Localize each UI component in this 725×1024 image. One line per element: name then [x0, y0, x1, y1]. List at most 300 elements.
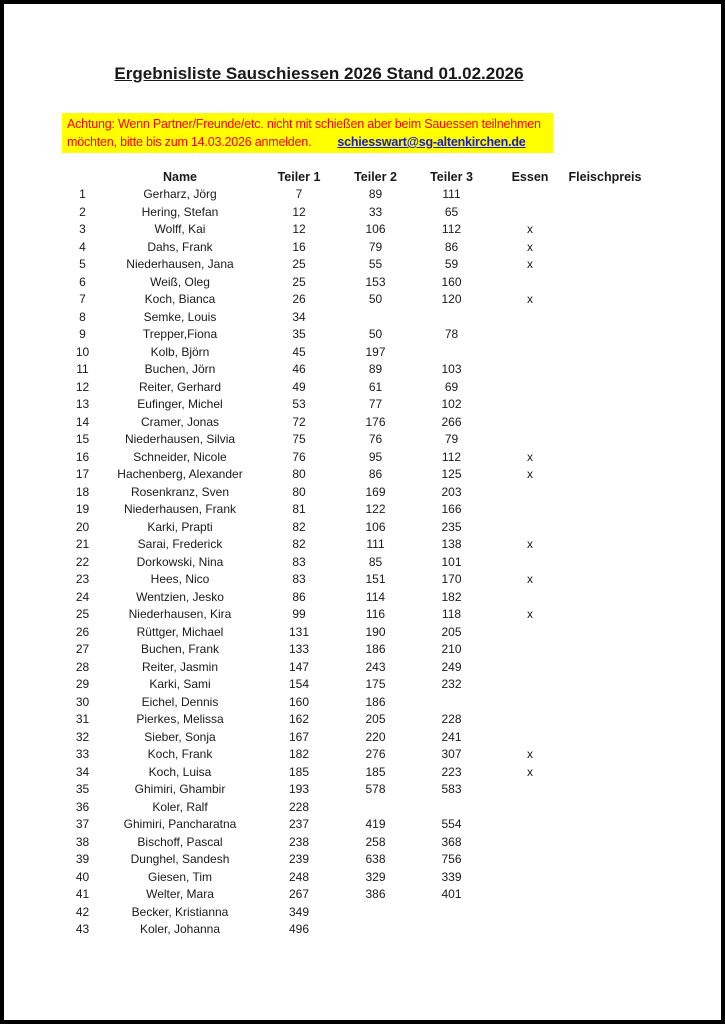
cell-name: Semke, Louis: [143, 309, 217, 324]
cell-fleischpreis: [560, 291, 650, 309]
cell-teiler-1: 7: [295, 187, 303, 202]
cell-nr: 12: [75, 379, 90, 394]
cell-teiler-1: 167: [288, 729, 310, 744]
cell-teiler-3: 583: [441, 782, 462, 797]
cell-essen: [500, 658, 560, 676]
cell-nr: 42: [75, 904, 90, 919]
cell-essen: [500, 903, 560, 921]
cell-teiler-2: 95: [368, 449, 383, 464]
cell-nr: 32: [75, 729, 90, 744]
cell-teiler-3: 138: [441, 537, 462, 552]
cell-name: Niederhausen, Jana: [126, 257, 234, 272]
cell-name: Dorkowski, Nina: [136, 554, 224, 569]
cell-teiler-3: [403, 921, 500, 939]
cell-teiler-1: 160: [288, 694, 310, 709]
cell-teiler-2: 106: [365, 519, 386, 534]
cell-fleischpreis: [560, 711, 650, 729]
table-row: [55, 588, 650, 606]
cell-name: Kolb, Björn: [150, 344, 210, 359]
cell-teiler-3: 203: [441, 484, 462, 499]
cell-nr: 5: [79, 257, 86, 272]
cell-fleischpreis: [560, 466, 650, 484]
table-row: [55, 413, 650, 431]
cell-name: Hachenberg, Alexander: [117, 467, 243, 482]
cell-teiler-2: 185: [365, 764, 386, 779]
cell-teiler-2: 116: [365, 607, 386, 622]
cell-teiler-3: 86: [444, 239, 459, 254]
cell-teiler-1: 237: [288, 817, 310, 832]
cell-fleischpreis: [560, 518, 650, 536]
cell-teiler-3: 103: [441, 362, 462, 377]
cell-name: Koch, Frank: [147, 747, 213, 762]
cell-name: Welter, Mara: [146, 887, 214, 902]
table-row: [55, 886, 650, 904]
cell-teiler-3: 101: [441, 554, 462, 569]
cell-fleischpreis: [560, 221, 650, 239]
cell-name: Trepper,Fiona: [142, 327, 218, 342]
cell-teiler-3: 112: [441, 222, 462, 237]
cell-essen: [500, 816, 560, 834]
cell-name: Gerharz, Jörg: [143, 187, 217, 202]
table-row: [55, 781, 650, 799]
table-row: [55, 833, 650, 851]
cell-fleischpreis: [560, 623, 650, 641]
table-row: [55, 238, 650, 256]
cell-teiler-3: 118: [441, 607, 462, 622]
table-header-row: [55, 168, 650, 186]
cell-nr: 36: [75, 799, 90, 814]
table-row: [55, 676, 650, 694]
cell-fleischpreis: [560, 203, 650, 221]
table-row: [55, 746, 650, 764]
cell-teiler-2: 276: [365, 747, 386, 762]
cell-essen: [500, 886, 560, 904]
cell-name: Eichel, Dennis: [141, 694, 219, 709]
cell-essen: [500, 623, 560, 641]
cell-nr: 20: [75, 519, 90, 534]
cell-nr: 17: [75, 467, 90, 482]
table-row: [55, 553, 650, 571]
table-row: [55, 483, 650, 501]
cell-teiler-2: 578: [365, 782, 386, 797]
cell-nr: 8: [79, 309, 86, 324]
cell-nr: 37: [75, 817, 90, 832]
cell-nr: 39: [75, 852, 90, 867]
cell-teiler-1: 49: [292, 379, 306, 394]
cell-name: Wentzien, Jesko: [136, 589, 224, 604]
cell-teiler-2: 638: [365, 852, 386, 867]
cell-fleischpreis: [560, 273, 650, 291]
cell-teiler-1: 349: [288, 904, 310, 919]
table-row: [55, 256, 650, 274]
cell-teiler-3: [403, 308, 500, 326]
cell-teiler-3: [403, 693, 500, 711]
cell-teiler-3: 59: [444, 257, 459, 272]
cell-teiler-2: 151: [365, 572, 386, 587]
cell-teiler-1: 182: [288, 747, 310, 762]
cell-teiler-2: 169: [365, 484, 386, 499]
cell-name: Reiter, Jasmin: [141, 659, 219, 674]
results-table: [55, 168, 650, 938]
table-row: [55, 903, 650, 921]
cell-nr: 41: [75, 887, 90, 902]
cell-fleischpreis: [560, 693, 650, 711]
cell-teiler-3: 307: [441, 747, 462, 762]
cell-teiler-2: 243: [365, 659, 386, 674]
cell-nr: 28: [75, 659, 90, 674]
cell-essen: [500, 343, 560, 361]
cell-name: Eufinger, Michel: [137, 397, 223, 412]
cell-name: Dahs, Frank: [147, 239, 213, 254]
table-row: [55, 518, 650, 536]
page-title: Ergebnisliste Sauschiessen 2026 Stand 01.02.2026: [114, 64, 524, 83]
cell-nr: 9: [79, 327, 86, 342]
attention-notice: [62, 113, 553, 153]
cell-essen: x: [527, 467, 533, 482]
cell-essen: [500, 378, 560, 396]
email-link[interactable]: schiesswart@sg-altenkirchen.de: [337, 135, 526, 149]
cell-teiler-2: 50: [368, 292, 383, 307]
cell-teiler-2: 190: [365, 624, 386, 639]
cell-teiler-1: 16: [292, 239, 306, 254]
cell-name: Ghimiri, Ghambir: [134, 782, 226, 797]
cell-nr: 1: [79, 187, 86, 202]
cell-fleischpreis: [560, 238, 650, 256]
cell-teiler-1: 228: [288, 799, 310, 814]
table-row: [55, 466, 650, 484]
cell-nr: 30: [75, 694, 90, 709]
cell-essen: [500, 361, 560, 379]
cell-fleischpreis: [560, 361, 650, 379]
cell-essen: x: [527, 572, 533, 587]
cell-essen: [500, 676, 560, 694]
cell-nr: 22: [75, 554, 90, 569]
header-teiler-1: Teiler 1: [277, 169, 321, 184]
cell-essen: [500, 728, 560, 746]
table-row: [55, 378, 650, 396]
cell-name: Koch, Luisa: [148, 764, 212, 779]
cell-fleischpreis: [560, 746, 650, 764]
cell-teiler-2: 76: [368, 432, 383, 447]
cell-teiler-2: 186: [365, 694, 386, 709]
cell-teiler-1: 80: [292, 484, 306, 499]
notice-line-2: möchten, bitte bis zum 14.03.2026 anmelden.: [67, 135, 312, 149]
cell-essen: x: [527, 449, 533, 464]
cell-fleischpreis: [560, 641, 650, 659]
cell-name: Buchen, Frank: [140, 642, 220, 657]
cell-teiler-2: 258: [365, 834, 386, 849]
cell-essen: [500, 483, 560, 501]
cell-teiler-2: 114: [365, 589, 386, 604]
cell-teiler-3: [403, 798, 500, 816]
table-row: [55, 571, 650, 589]
cell-teiler-2: 55: [368, 257, 383, 272]
cell-teiler-2: 122: [365, 502, 386, 517]
cell-teiler-2: 153: [365, 274, 386, 289]
cell-teiler-1: 25: [292, 274, 306, 289]
cell-teiler-3: 232: [441, 677, 462, 692]
cell-teiler-1: 83: [292, 572, 306, 587]
header-teiler-3: Teiler 3: [430, 169, 473, 184]
cell-fleischpreis: [560, 326, 650, 344]
cell-nr: 31: [75, 712, 90, 727]
cell-essen: [500, 868, 560, 886]
cell-teiler-1: 82: [292, 537, 306, 552]
table-row: [55, 851, 650, 869]
cell-teiler-1: 496: [288, 922, 310, 937]
cell-fleischpreis: [560, 676, 650, 694]
cell-name: Koch, Bianca: [144, 292, 216, 307]
cell-nr: 40: [75, 869, 90, 884]
cell-nr: 6: [79, 274, 86, 289]
cell-teiler-1: 147: [288, 659, 310, 674]
cell-name: Reiter, Gerhard: [138, 379, 222, 394]
cell-teiler-2: 89: [368, 187, 383, 202]
cell-name: Pierkes, Melissa: [136, 712, 224, 727]
cell-fleischpreis: [560, 448, 650, 466]
cell-teiler-3: 554: [441, 817, 462, 832]
cell-essen: [500, 921, 560, 939]
cell-fleischpreis: [560, 798, 650, 816]
cell-fleischpreis: [560, 343, 650, 361]
cell-nr: 34: [75, 764, 90, 779]
cell-teiler-2: 85: [368, 554, 383, 569]
cell-nr: 23: [75, 572, 90, 587]
table-row: [55, 711, 650, 729]
cell-name: Cramer, Jonas: [140, 414, 220, 429]
cell-teiler-1: 99: [292, 607, 306, 622]
cell-teiler-3: 120: [441, 292, 462, 307]
cell-name: Wolff, Kai: [154, 222, 206, 237]
cell-teiler-3: 78: [444, 327, 459, 342]
cell-teiler-3: 368: [441, 834, 462, 849]
cell-essen: [500, 396, 560, 414]
cell-fleischpreis: [560, 413, 650, 431]
cell-name: Dunghel, Sandesh: [130, 852, 230, 867]
cell-name: Weiß, Oleg: [150, 274, 210, 289]
cell-essen: [500, 781, 560, 799]
cell-nr: 11: [76, 362, 89, 377]
cell-nr: 4: [79, 239, 86, 254]
cell-name: Hering, Stefan: [141, 204, 219, 219]
cell-nr: 43: [75, 922, 90, 937]
cell-fleischpreis: [560, 921, 650, 939]
cell-teiler-1: 185: [288, 764, 310, 779]
cell-nr: 33: [75, 747, 90, 762]
cell-teiler-3: 249: [441, 659, 462, 674]
cell-teiler-3: 170: [441, 572, 462, 587]
cell-teiler-3: 65: [444, 204, 459, 219]
cell-teiler-3: 228: [441, 712, 462, 727]
cell-teiler-1: 26: [292, 292, 306, 307]
table-row: [55, 763, 650, 781]
cell-essen: x: [527, 239, 533, 254]
cell-essen: [500, 833, 560, 851]
table-row: [55, 536, 650, 554]
cell-teiler-1: 82: [292, 519, 306, 534]
cell-nr: 14: [75, 414, 90, 429]
cell-fleischpreis: [560, 186, 650, 204]
cell-teiler-2: 175: [365, 677, 386, 692]
cell-nr: 7: [79, 292, 86, 307]
table-row: [55, 308, 650, 326]
table-row: [55, 921, 650, 939]
cell-essen: [500, 553, 560, 571]
table-row: [55, 221, 650, 239]
cell-essen: x: [527, 222, 533, 237]
cell-fleischpreis: [560, 868, 650, 886]
cell-teiler-1: 154: [288, 677, 310, 692]
cell-teiler-1: 83: [292, 554, 306, 569]
cell-name: Niederhausen, Frank: [123, 502, 237, 517]
cell-teiler-1: 72: [292, 414, 306, 429]
cell-name: Koler, Johanna: [139, 922, 221, 937]
cell-fleischpreis: [560, 536, 650, 554]
cell-fleischpreis: [560, 781, 650, 799]
cell-fleischpreis: [560, 658, 650, 676]
cell-nr: 25: [75, 607, 90, 622]
cell-teiler-1: 25: [292, 257, 306, 272]
cell-teiler-2: 329: [365, 869, 386, 884]
cell-essen: [500, 186, 560, 204]
cell-essen: [500, 641, 560, 659]
cell-teiler-1: 238: [288, 834, 310, 849]
cell-name: Buchen, Jörn: [144, 362, 216, 377]
cell-teiler-2: 61: [368, 379, 383, 394]
cell-teiler-3: [403, 903, 500, 921]
cell-teiler-2: 176: [365, 414, 386, 429]
cell-teiler-1: 35: [292, 327, 306, 342]
cell-teiler-3: 111: [442, 187, 461, 202]
cell-teiler-2: 419: [365, 817, 386, 832]
cell-name: Sieber, Sonja: [144, 729, 216, 744]
cell-essen: [500, 693, 560, 711]
table-row: [55, 816, 650, 834]
cell-nr: 26: [75, 624, 90, 639]
cell-name: Bischoff, Pascal: [137, 834, 223, 849]
cell-teiler-3: 205: [441, 624, 462, 639]
cell-name: Niederhausen, Kira: [128, 607, 232, 622]
cell-fleischpreis: [560, 886, 650, 904]
cell-teiler-1: 239: [288, 852, 310, 867]
cell-nr: 38: [75, 834, 90, 849]
cell-essen: x: [527, 537, 533, 552]
cell-essen: [500, 413, 560, 431]
cell-essen: x: [527, 747, 533, 762]
cell-nr: 16: [75, 449, 90, 464]
cell-fleischpreis: [560, 501, 650, 519]
table-row: [55, 658, 650, 676]
cell-essen: [500, 501, 560, 519]
header-teiler-2: Teiler 2: [354, 169, 397, 184]
cell-nr: 27: [75, 642, 90, 657]
cell-essen: [500, 326, 560, 344]
cell-essen: [500, 431, 560, 449]
cell-essen: [500, 588, 560, 606]
cell-essen: [500, 711, 560, 729]
cell-fleischpreis: [560, 256, 650, 274]
cell-essen: [500, 851, 560, 869]
cell-teiler-1: 46: [292, 362, 306, 377]
cell-fleischpreis: [560, 588, 650, 606]
cell-essen: [500, 273, 560, 291]
cell-teiler-2: 106: [365, 222, 386, 237]
table-row: [55, 291, 650, 309]
cell-teiler-3: 182: [441, 589, 462, 604]
cell-teiler-2: [348, 921, 403, 939]
cell-teiler-2: 89: [368, 362, 383, 377]
cell-name: Becker, Kristianna: [131, 904, 229, 919]
cell-teiler-2: 33: [368, 204, 383, 219]
table-row: [55, 326, 650, 344]
cell-fleischpreis: [560, 483, 650, 501]
cell-teiler-2: 197: [365, 344, 386, 359]
cell-nr: 35: [75, 782, 90, 797]
header-essen: Essen: [511, 169, 549, 184]
cell-teiler-1: 267: [288, 887, 310, 902]
cell-nr: 10: [75, 344, 90, 359]
table-row: [55, 798, 650, 816]
cell-teiler-3: 339: [441, 869, 462, 884]
cell-name: Karki, Prapti: [147, 519, 213, 534]
table-row: [55, 868, 650, 886]
cell-teiler-1: 248: [288, 869, 310, 884]
cell-teiler-3: 210: [441, 642, 462, 657]
cell-fleischpreis: [560, 833, 650, 851]
cell-fleischpreis: [560, 431, 650, 449]
cell-teiler-1: 53: [292, 397, 306, 412]
cell-nr: 13: [75, 397, 90, 412]
cell-teiler-1: 81: [292, 502, 306, 517]
table-row: [55, 343, 650, 361]
cell-name: Karki, Sami: [149, 677, 211, 692]
cell-teiler-2: [348, 308, 403, 326]
cell-teiler-2: 205: [365, 712, 386, 727]
table-row: [55, 448, 650, 466]
cell-teiler-2: 111: [366, 537, 385, 552]
cell-teiler-2: 86: [368, 467, 383, 482]
table-header: [55, 168, 650, 186]
cell-fleischpreis: [560, 396, 650, 414]
cell-name: Ghimiri, Pancharatna: [123, 817, 237, 832]
cell-nr: 24: [75, 589, 90, 604]
cell-teiler-2: 79: [368, 239, 383, 254]
cell-fleischpreis: [560, 308, 650, 326]
cell-name: Schneider, Nicole: [133, 449, 227, 464]
cell-nr: 15: [75, 432, 90, 447]
cell-teiler-3: 125: [441, 467, 462, 482]
cell-teiler-1: 75: [292, 432, 306, 447]
header-nr: [55, 168, 110, 186]
cell-name: Hees, Nico: [150, 572, 210, 587]
table-row: [55, 203, 650, 221]
table-row: [55, 693, 650, 711]
cell-name: Sarai, Frederick: [137, 537, 223, 552]
notice-line-1: Achtung: Wenn Partner/Freunde/etc. nicht mit schießen aber beim Sauessen teilnehmen: [67, 117, 541, 131]
cell-essen: [500, 518, 560, 536]
cell-teiler-3: 241: [441, 729, 462, 744]
cell-fleischpreis: [560, 606, 650, 624]
table-row: [55, 396, 650, 414]
cell-fleischpreis: [560, 851, 650, 869]
cell-name: Koler, Ralf: [152, 799, 208, 814]
cell-teiler-3: [403, 343, 500, 361]
cell-teiler-1: 131: [288, 624, 310, 639]
header-fleischpreis: Fleischpreis: [568, 169, 642, 184]
table-row: [55, 641, 650, 659]
cell-teiler-2: 186: [365, 642, 386, 657]
cell-nr: 29: [75, 677, 90, 692]
